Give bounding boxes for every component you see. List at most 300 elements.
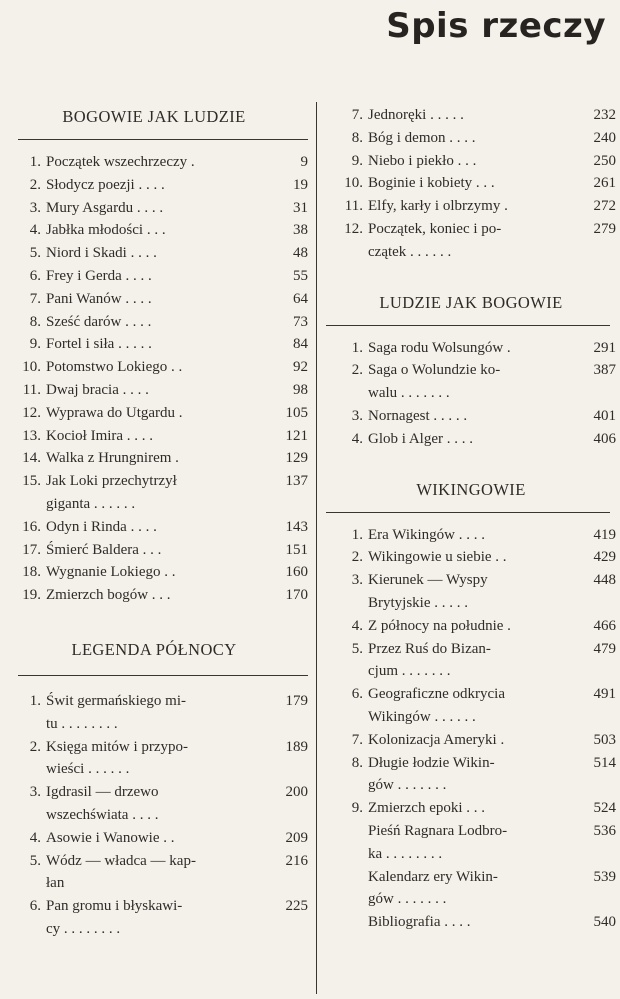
toc-entry — [326, 866, 616, 912]
entry-page-number: 491 — [593, 686, 616, 703]
entry-title-line — [368, 752, 580, 775]
entry-title — [46, 690, 268, 736]
toc-entry — [0, 850, 308, 896]
entry-title — [46, 470, 268, 516]
entry-title-line — [46, 781, 268, 804]
entry-title — [368, 337, 580, 360]
entry-title-line — [368, 337, 580, 360]
toc-entry — [0, 311, 308, 334]
entry-title-text: Śmierć Baldera . . . — [46, 541, 162, 558]
toc-entry — [0, 516, 308, 539]
entry-title-line — [46, 265, 268, 288]
entry-number: 6. — [29, 267, 41, 284]
toc-entry — [326, 127, 616, 150]
entry-title — [46, 584, 268, 607]
entry-title-text: Saga o Wolundzie ko- — [368, 362, 501, 379]
entry-title-text: Fortel i siła . . . . . — [46, 336, 152, 353]
entry-title-line — [46, 690, 268, 713]
entry-title-line — [368, 866, 580, 889]
column-divider — [316, 102, 317, 994]
entry-title-text: Kalendarz ery Wikin- — [368, 868, 498, 885]
entry-page-number: 232 — [593, 107, 616, 123]
entry-title-text: Nornagest . . . . . — [368, 407, 468, 424]
entry-title-line — [368, 729, 580, 752]
right-column — [326, 104, 616, 934]
entry-number: 2. — [351, 549, 363, 566]
entry-title — [368, 638, 580, 684]
entry-number: 1. — [29, 692, 41, 709]
entry-title-text: Saga rodu Wolsungów . — [368, 339, 511, 356]
entry-number: 19. — [22, 587, 41, 604]
entry-page-number: 406 — [593, 430, 616, 447]
entry-page-number: 387 — [593, 362, 616, 379]
toc-entry — [326, 615, 616, 638]
entry-title — [46, 561, 268, 584]
entry-title-text: ka . . . . . . . . — [368, 845, 443, 862]
entry-title-text: gów . . . . . . . — [368, 777, 447, 794]
entry-title-text: Pani Wanów . . . . — [46, 290, 152, 307]
entry-number: 3. — [351, 407, 363, 424]
entry-title-line — [368, 569, 580, 592]
entry-title — [46, 219, 268, 242]
entry-title — [368, 104, 580, 127]
entry-page-number: 200 — [285, 784, 308, 801]
entry-title-text: Dwaj bracia . . . . — [46, 381, 149, 398]
entry-title-text: Pan gromu i błyskawi- — [46, 898, 183, 915]
toc-entry — [326, 638, 616, 684]
entry-title-text: Jabłka młodości . . . — [46, 222, 166, 239]
entry-title-line — [46, 174, 268, 197]
entry-title — [46, 265, 268, 288]
entry-page-number: 64 — [293, 290, 308, 307]
entry-title-line — [368, 218, 580, 241]
entry-page-number: 536 — [593, 822, 616, 839]
entry-title-text: Świt germańskiego mi- — [46, 692, 186, 709]
entry-title-text: Geograficzne odkrycia — [368, 686, 506, 703]
entry-title-line — [46, 197, 268, 220]
entry-title-line — [368, 843, 580, 866]
entry-title — [46, 242, 268, 265]
entry-title-line — [46, 584, 268, 607]
section-title: WIKINGOWIE — [416, 479, 526, 499]
entry-title — [46, 402, 268, 425]
entry-number: 10. — [344, 175, 363, 192]
entry-title-text: Bibliografia . . . . — [368, 914, 471, 931]
entry-title-line — [368, 911, 580, 934]
entry-number: 5. — [29, 852, 41, 869]
entry-number: 4. — [351, 430, 363, 447]
toc-entry — [0, 219, 308, 242]
entry-number: 1. — [351, 339, 363, 356]
entry-title-line — [46, 219, 268, 242]
entry-number: 10. — [22, 359, 41, 376]
entry-title-text: Igdrasil — drzewo — [46, 784, 159, 801]
toc-entry — [326, 569, 616, 615]
entry-title — [46, 447, 268, 470]
entry-title — [46, 850, 268, 896]
entry-title-line — [368, 428, 580, 451]
entry-number: 1. — [351, 526, 363, 543]
entry-title-line — [368, 382, 580, 405]
entry-title — [368, 127, 580, 150]
entry-page-number: 105 — [285, 404, 308, 421]
entry-page-number: 524 — [593, 800, 616, 817]
section-title: BOGOWIE JAK LUDZIE — [62, 107, 246, 126]
entry-title-line — [46, 402, 268, 425]
entry-title-line — [46, 758, 268, 781]
toc-entry — [0, 470, 308, 516]
entry-title-text: Mury Asgardu . . . . — [46, 199, 164, 216]
entry-number: 11. — [22, 381, 41, 398]
entry-title-line — [46, 151, 268, 174]
entry-title-text: Elfy, karły i olbrzymy . — [368, 198, 508, 215]
entry-title-line — [46, 447, 268, 470]
entry-title-text: Sześć darów . . . . — [46, 313, 152, 330]
toc-entry — [326, 820, 616, 866]
left-column — [0, 106, 308, 941]
entry-page-number: 98 — [293, 381, 308, 398]
entry-title-line — [46, 493, 268, 516]
entry-title-line — [368, 638, 580, 661]
toc-entry — [326, 752, 616, 798]
entry-title-line — [46, 311, 268, 334]
section — [0, 639, 308, 941]
entry-title-line — [46, 333, 268, 356]
toc-entry — [0, 827, 308, 850]
entry-title-line — [46, 804, 268, 827]
entry-title — [46, 379, 268, 402]
toc-entry — [326, 104, 616, 127]
entry-title — [368, 546, 580, 569]
section-title: LEGENDA PÓŁNOCY — [71, 639, 237, 659]
entry-title — [368, 150, 580, 173]
entry-number: 2. — [29, 176, 41, 193]
entry-title-line — [368, 820, 580, 843]
toc-entry — [0, 402, 308, 425]
entry-number — [326, 866, 368, 912]
entry-page-number: 170 — [285, 587, 308, 604]
entry-title — [46, 288, 268, 311]
toc-entry — [326, 524, 616, 547]
entry-title-line — [368, 660, 580, 683]
toc-entry — [0, 447, 308, 470]
entry-title-line — [368, 888, 580, 911]
toc-entry — [326, 195, 616, 218]
entry-title-line — [368, 359, 580, 382]
section-title: LUDZIE JAK BOGOWIE — [379, 292, 563, 312]
toc-entry — [326, 337, 616, 360]
toc-entry — [0, 736, 308, 782]
entry-page-number: 514 — [593, 754, 616, 771]
toc-entry — [326, 150, 616, 173]
entry-title — [368, 797, 580, 820]
entry-page-number: 479 — [593, 640, 616, 657]
section-rule — [326, 512, 610, 513]
entry-number: 16. — [22, 518, 41, 535]
entry-title — [46, 425, 268, 448]
entry-title-line — [46, 356, 268, 379]
entry-number: 9. — [29, 336, 41, 353]
entry-title-line — [46, 850, 268, 873]
entry-title-text: Księga mitów i przypo- — [46, 738, 189, 755]
section-rule — [18, 139, 308, 140]
entry-number: 7. — [351, 107, 363, 123]
entry-number: 7. — [29, 290, 41, 307]
entry-title — [46, 895, 268, 941]
entry-title-line — [46, 379, 268, 402]
entry-title-text: Glob i Alger . . . . — [368, 430, 473, 447]
entry-number: 5. — [351, 640, 363, 657]
toc-entry — [0, 151, 308, 174]
entry-number: 6. — [29, 898, 41, 915]
toc-entry — [0, 584, 308, 607]
entry-number: 13. — [22, 427, 41, 444]
entry-title-text: Słodycz poezji . . . . — [46, 176, 165, 193]
entry-number: 2. — [29, 738, 41, 755]
toc-entry — [0, 197, 308, 220]
entry-title-line — [368, 592, 580, 615]
entry-page-number: 279 — [593, 220, 616, 237]
entry-number — [326, 820, 368, 866]
entry-title — [46, 736, 268, 782]
toc-entry — [326, 683, 616, 729]
entry-title-line — [368, 127, 580, 150]
entry-title — [368, 218, 580, 264]
entry-number: 1. — [29, 154, 41, 170]
entry-title-text: Niebo i piekło . . . — [368, 152, 477, 169]
entry-title-line — [368, 683, 580, 706]
entry-page-number: 240 — [593, 129, 616, 146]
entry-title-text: Wygnanie Lokiego . . — [46, 564, 176, 581]
toc-entry — [0, 379, 308, 402]
entry-title-text: Odyn i Rinda . . . . — [46, 518, 157, 535]
entry-title-text: Kocioł Imira . . . . — [46, 427, 154, 444]
toc-entry — [0, 288, 308, 311]
entry-title — [368, 359, 580, 405]
entry-title-text: Brytyjskie . . . . . — [368, 594, 468, 611]
entry-number: 2. — [351, 362, 363, 379]
entry-title-line — [368, 104, 580, 127]
toc-entry — [326, 172, 616, 195]
entry-title-text: Walka z Hrungnirem . — [46, 450, 179, 467]
entry-page-number: 216 — [285, 852, 308, 869]
entry-number: 7. — [351, 731, 363, 748]
entry-title — [368, 911, 580, 934]
entry-title — [46, 781, 268, 827]
entry-page-number: 429 — [593, 549, 616, 566]
entry-title — [368, 683, 580, 729]
entry-title — [368, 866, 580, 912]
entry-title-text: giganta . . . . . . — [46, 495, 136, 512]
toc-entry — [326, 729, 616, 752]
entry-page-number: 539 — [593, 868, 616, 885]
entry-title-line — [46, 895, 268, 918]
entry-page-number: 92 — [293, 359, 308, 376]
toc-entry — [326, 428, 616, 451]
entry-number: 18. — [22, 564, 41, 581]
entry-title-line — [46, 539, 268, 562]
entry-title-text: Z północy na południe . — [368, 617, 511, 634]
entry-number: 8. — [351, 754, 363, 771]
entry-title-text: Przez Ruś do Bizan- — [368, 640, 491, 657]
entry-title-line — [46, 470, 268, 493]
entry-title — [46, 333, 268, 356]
entry-number: 9. — [351, 800, 363, 817]
entry-title-text: cy . . . . . . . . — [46, 920, 121, 937]
entry-page-number: 143 — [285, 518, 308, 535]
entry-title — [46, 151, 268, 174]
entry-title — [368, 172, 580, 195]
entry-title-line — [368, 195, 580, 218]
entry-number: 12. — [344, 220, 363, 237]
entry-number: 8. — [29, 313, 41, 330]
entry-page-number: 151 — [285, 541, 308, 558]
section — [326, 292, 616, 451]
entry-title-text: Potomstwo Lokiego . . — [46, 359, 183, 376]
entry-title-line — [46, 561, 268, 584]
toc-entry — [0, 781, 308, 827]
entry-title-text: walu . . . . . . . — [368, 385, 450, 402]
entry-title-text: Wikingowie u siebie . . — [368, 549, 507, 566]
entry-page-number: 121 — [285, 427, 308, 444]
entry-number: 12. — [22, 404, 41, 421]
toc-entry — [0, 539, 308, 562]
entry-title-text: Kierunek — Wyspy — [368, 572, 488, 589]
section — [326, 479, 616, 934]
entry-title — [368, 524, 580, 547]
entry-title — [46, 197, 268, 220]
entry-title-text: cjum . . . . . . . — [368, 663, 451, 680]
entry-number: 15. — [22, 473, 41, 490]
entry-title — [46, 827, 268, 850]
entry-page-number: 189 — [285, 738, 308, 755]
entry-title-text: Długie łodzie Wikin- — [368, 754, 495, 771]
toc-entry — [0, 333, 308, 356]
entry-number: 3. — [29, 199, 41, 216]
entry-number: 8. — [351, 129, 363, 146]
entry-title-line — [46, 516, 268, 539]
entry-number: 17. — [22, 541, 41, 558]
entry-title — [46, 174, 268, 197]
entry-title-text: Jednoręki . . . . . — [368, 107, 464, 123]
entry-number: 3. — [29, 784, 41, 801]
entry-page-number: 55 — [293, 267, 308, 284]
entry-title — [46, 539, 268, 562]
toc-entry — [326, 797, 616, 820]
entry-title-text: wszechświata . . . . — [46, 806, 159, 823]
entry-page-number: 419 — [593, 526, 616, 543]
entry-title-text: Wyprawa do Utgardu . — [46, 404, 183, 421]
entry-page-number: 19 — [293, 176, 308, 193]
entry-title — [368, 615, 580, 638]
entry-title-line — [46, 713, 268, 736]
entry-number: 3. — [351, 572, 363, 589]
entry-title-text: Wódz — władca — kap- — [46, 852, 196, 869]
entry-page-number: 503 — [593, 731, 616, 748]
entry-title — [46, 516, 268, 539]
entry-number: 4. — [29, 829, 41, 846]
entry-title-line — [368, 241, 580, 264]
toc-entry — [0, 265, 308, 288]
entry-title-line — [368, 172, 580, 195]
entry-title — [46, 356, 268, 379]
entry-page-number: 48 — [293, 245, 308, 262]
entry-page-number: 261 — [593, 175, 616, 192]
entry-title-line — [46, 736, 268, 759]
entry-page-number: 448 — [593, 572, 616, 589]
entry-title-text: wieści . . . . . . — [46, 761, 130, 778]
entry-number: 9. — [351, 152, 363, 169]
entry-title-line — [46, 242, 268, 265]
entry-page-number: 272 — [593, 198, 616, 215]
entry-page-number: 401 — [593, 407, 616, 424]
toc-entry — [0, 895, 308, 941]
toc-entry — [326, 546, 616, 569]
entry-page-number: 31 — [293, 199, 308, 216]
entry-page-number: 250 — [593, 152, 616, 169]
entry-title-text: Boginie i kobiety . . . — [368, 175, 495, 192]
entry-page-number: 291 — [593, 339, 616, 356]
entry-title-line — [46, 872, 268, 895]
entry-title — [46, 311, 268, 334]
entry-page-number: 129 — [285, 450, 308, 467]
entry-title-text: Asowie i Wanowie . . — [46, 829, 175, 846]
entry-title — [368, 752, 580, 798]
toc-entry — [0, 174, 308, 197]
section-rule — [18, 675, 308, 676]
toc-entry — [0, 425, 308, 448]
entry-title-text: Frey i Gerda . . . . — [46, 267, 152, 284]
entry-title-text: Wikingów . . . . . . — [368, 708, 476, 725]
entry-page-number: 540 — [593, 914, 616, 931]
entry-title — [368, 569, 580, 615]
entry-title-text: tu . . . . . . . . — [46, 715, 118, 732]
entry-page-number: 209 — [285, 829, 308, 846]
entry-title — [368, 729, 580, 752]
entry-page-number: 9 — [300, 154, 308, 170]
entry-title-text: łan — [46, 875, 65, 892]
toc-entry — [0, 242, 308, 265]
entry-title-text: Zmierzch epoki . . . — [368, 800, 486, 817]
entry-title — [368, 428, 580, 451]
entry-title-text: Niord i Skadi . . . . — [46, 245, 157, 262]
entry-number — [326, 911, 368, 934]
entry-title-text: gów . . . . . . . — [368, 891, 447, 908]
entry-number: 14. — [22, 450, 41, 467]
entry-page-number: 179 — [285, 692, 308, 709]
entry-title — [368, 405, 580, 428]
entry-title — [368, 195, 580, 218]
entry-page-number: 225 — [285, 898, 308, 915]
entry-number: 4. — [29, 222, 41, 239]
entry-title-text: Zmierzch bogów . . . — [46, 587, 171, 604]
section — [0, 106, 308, 607]
entry-title-text: Era Wikingów . . . . — [368, 526, 486, 543]
entry-number: 11. — [344, 198, 363, 215]
toc-entry — [0, 561, 308, 584]
entry-page-number: 73 — [293, 313, 308, 330]
entry-title-text: Pieśń Ragnara Lodbro- — [368, 822, 508, 839]
entry-title-text: Początek, koniec i po- — [368, 220, 502, 237]
entry-title-text: Bóg i demon . . . . — [368, 129, 476, 146]
entry-page-number: 137 — [285, 473, 308, 490]
entry-title-line — [368, 615, 580, 638]
page-title: Spis rzeczy — [386, 6, 606, 46]
toc-entry — [326, 911, 616, 934]
toc-entry — [326, 405, 616, 428]
entry-title-text: Kolonizacja Ameryki . — [368, 731, 505, 748]
entry-title-line — [368, 774, 580, 797]
